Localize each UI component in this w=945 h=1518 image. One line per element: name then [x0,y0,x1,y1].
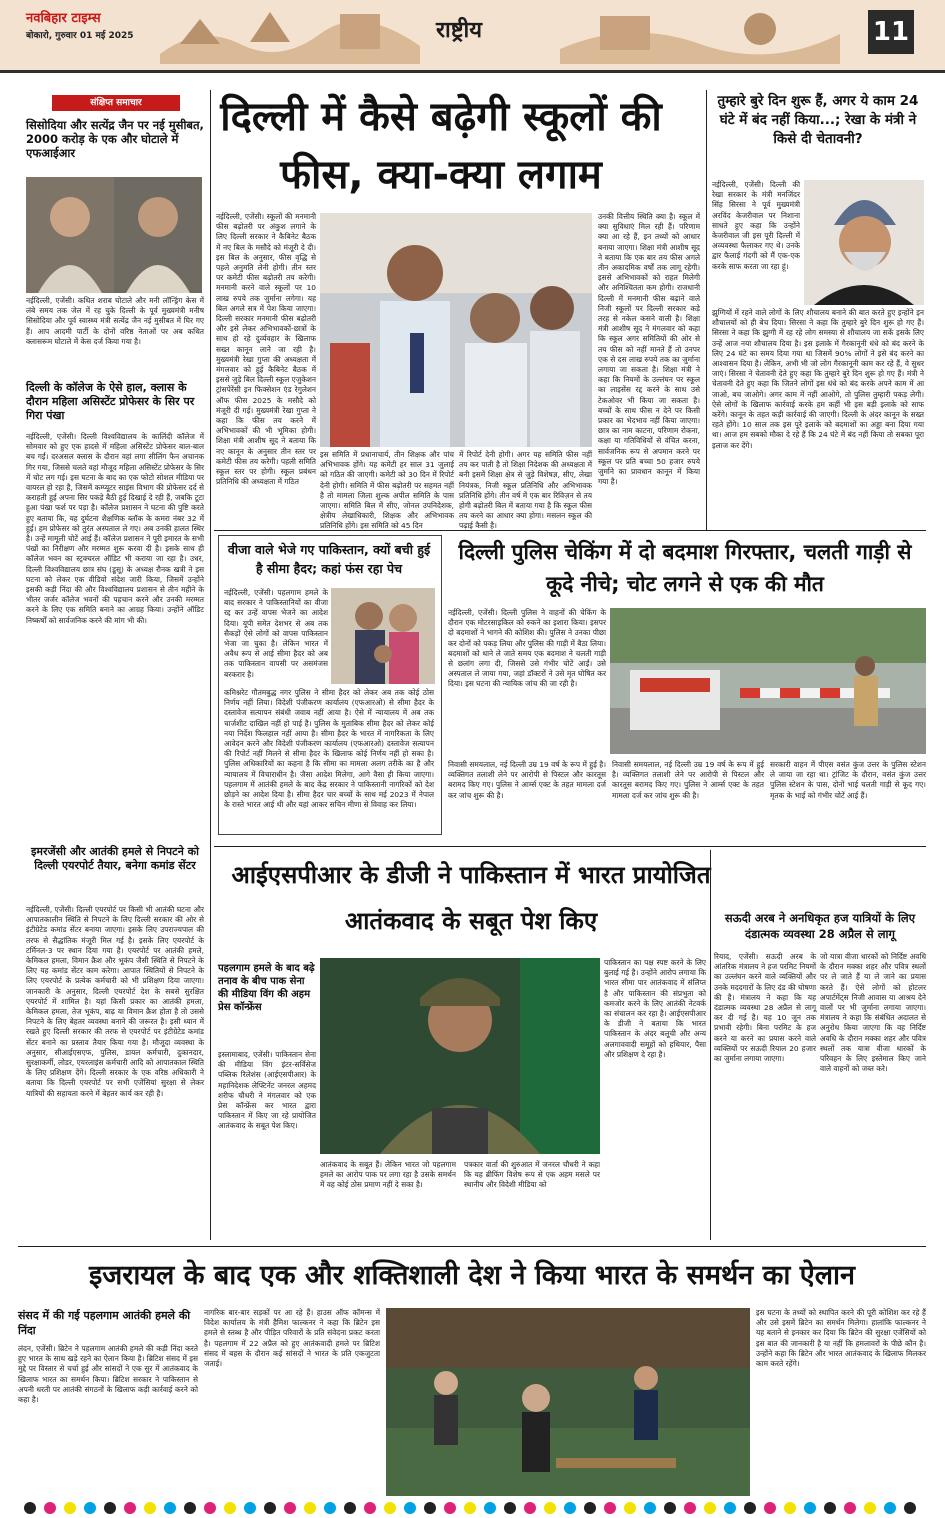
saudi-headline: सऊदी अरब ने अनधिकृत हज यात्रियों के लिए दंडात्मक व्यवस्था 28 अप्रैल से लागू [724,911,916,941]
lead-col4: उनकी वित्तीय स्थिति क्या है। स्कूल में क्या सुविधाएं मिल रही हैं। परिणाम क्या आ रहे हैं, इन तथ्यों को आधार बनाया जाएगा। शिक्षा मंत्री आशीष सूद ने बताया कि एक बार तय फीस अगले तीन अकादमिक वर्षों तक लागू रहेगी। इससे अभिभावकों को राहत मिलेगी और अनिश्चितता कम होगी। राजधानी दिल्ली में मनमानी फीस बढ़ाने वाले निजी स्कूलों पर दिल्ली सरकार कड़े तरह से नकेल कसने वाली है। शिक्षा मंत्री आशीष सूद ने मंगलवार को कहा कि स्कूल अगर समितियों की ओर से तय फीस को नहीं मानते हैं तो उनपर एक से दस लाख रुपये तक का जुर्माना लगाया जा सकता है। शिक्षा मंत्री ने कहा कि नियमों के उल्लंघन पर स्कूल का लाइसेंस रद्द करने के साथ उसे टेकओवर भी किया जा सकता है। बच्चों के साथ फीस न देने पर किसी प्रकार का भेदभाव नहीं किया जाएगा। छात्र का नाम काटना, परिणाम रोकना, कक्षा या गतिविधियों से वंचित करना, सार्वजनिक रूप से अपमान करने पर स्कूल पर प्रति बच्चा 50 हजार रुपये जुर्माने का प्रावधान कानून में किया गया है। [598,212,700,487]
police-col3: सरकारी वाहन में पीएस वसंत कुंज उत्तर के पुलिस स्टेशन ले जाया जा रहा था। ट्रांजिट के दौरान, वसंत कुंज उत्तर पुलिस स्टेशन के पास, दोनों भाई चलती गाड़ी से कूद गए। मृतक के भाई को गंभीर चोटें आई हैं। [770,760,926,800]
seema-photo [331,588,435,684]
police-headline: दिल्ली पुलिस चेकिंग में दो बदमाश गिरफ्तार, चलती गाड़ी से कूदे नीचे; चोट लगने से एक की मौत [458,540,912,596]
saudi-col2: जो यात्रा वीजा धारकों को निर्दिष्ट अवधि के दौरान मक्का शहर और पवित्र स्थलों पर ले जाते हैं या ले जाने का प्रयास करते हैं। ऐसे लोगों को होटलर अपार्टमेंट्स निजी आवास या आश्रय देने वालों पर भी जुर्माना लगाया जाएगा। मंत्रालय ने कहा कि संबंधित अदालत से अनुरोध किया जाएगा कि वह निर्दिष्ट अवधि के दौरान मक्का शहर और पवित्र स्थलों तक यात्रा वीजा धारकों के परिवहन के लिए इस्तेमाल किए जाने वाले वाहनों को जब्त करे। [820,952,926,1074]
column-rule [710,850,711,1240]
police-col2: निवासी समयलाल, नई दिल्ली उम्र 19 वर्ष के रूप में हुई है। व्यक्तिगत तलाशी लेने पर आरोपी से पिस्टल और कारतूस बरामद किए गए। पुलिस ने आर्म्स एक्ट के तहत मामला दर्ज कर जांच शुरू की है। [448,760,606,800]
seema-body: कमिश्नरेट गौतमबुद्ध नगर पुलिस ने सीमा हैदर को लेकर अब तक कोई ठोस निर्णय नहीं लिया। विदेशी पंजीकरण कार्यालय (एफआरओ) से सीमा हैदर के दस्तावेज सत्यापन संबंधी जवाब नहीं आया है। ऐसे में न्यायालय में अब तक चार्जशीट दाखिल नहीं हो पाई है। पुलिस के मुताबिक सीमा हैदर को लेकर कोई नया निर्देश फिलहाल नहीं आया है। सीमा हैदर के भारत में नागरिकता के लिए आवेदन करने और विदेशी पंजीकरण कार्यालय (एफआरओ) दस्तावेज सत्यापन की रिपोर्ट नहीं मिलने से सीमा हैदर के खिलाफ कोई निर्णय नहीं हो सका है। पुलिस अधिकारियों का कहना है कि सीमा का मामला अलग तरीके का है और न्यायालय में विचाराधीन है। जैसा आदेश मिलेगा, आगे वैसा ही किया जाएगा। पहलगाम में आतंकी हमले के बाद केंद्र सरकार ने पाकिस्तानी नागरिकों को देश छोड़ने का आदेश दिया है। सीमा हैदर चार बच्चों के साथ मई 2023 में नेपाल के रास्ते भारत आई थी और यहां आकर सचिन मीणा से विवाह कर लिया। [224,688,434,810]
ispr-col3: पत्रकार वार्ता की शुरुआत में जनरल चौधरी ने कहा कि यह ब्रीफिंग विशेष रूप से एक अहम मसले पर स्थानीय और विदेशी मीडिया को [464,1160,600,1190]
saudi-col1: रियाद, एजेंसी। सऊदी अरब के आंतरिक मंत्रालय ने हज परमिट नियमों का उल्लंघन करने वाले व्यक्तियों और उनके मददगारों के लिए दंड की घोषणा की है। मंत्रालय ने कहा कि यह दंडात्मक व्यवस्था 28 अप्रैल से लागू कर दी गई है। यह 10 जून तक प्रभावी रहेगी। बिना परमिट के हज करने या करने का प्रयास करने वाले व्यक्तियों पर सऊदी रियाल 20 हजार का जुर्माना लगाया जाएगा। [714,952,816,1064]
masthead [0,0,945,73]
brief-section-tag: संक्षिप्त समाचार [52,95,180,111]
uk-col3: इस घटना के तथ्यों को स्थापित करने की पूरी कोशिश कर रहे हैं और उसे इसमें ब्रिटेन का समर्थन मिलेगा। हालांकि फाल्कनर ने यह बताने से इनकार कर दिया कि ब्रिटेन की सुरक्षा एजेंसियों को इस बात की जानकारी है या नहीं कि हमलावरों के पीछे कौन है। उन्होंने कहा कि ब्रिटेन और भारत आतंकवाद के खिलाफ मिलकर काम करते रहेंगे। [756,1308,926,1369]
column-rule [706,90,707,530]
column-rule [210,90,211,1240]
print-registration-bar [0,1498,945,1518]
paper-name: नवबिहार टाइम्स [26,11,101,26]
brief3-headline: इमरजेंसी और आतंकी हमले से निपटने को दिल्ली एयरपोर्ट तैयार, बनेगा कमांड सेंटर [31,845,199,872]
lead-col2: इस समिति में प्रधानाचार्य, तीन शिक्षक और पांच अभिभावक होंगे। यह कमेटी हर साल 31 जुलाई को गठित की जाएगी। कमेटी को 30 दिन में रिपोर्ट देनी होगी। समिति में फीस बढ़ोतरी पर सहमत नहीं है तो मामला जिला शुल्क अपील समिति के पास जाएगा। समिति बिल में सीए, जोनल उपनिदेशक, क्षेत्रीय लेखाधिकारी, शिक्षक और अभिभावक प्रतिनिधि होंगे। इस समिति को 45 दिन [320,450,454,531]
uk-headline: इजरायल के बाद एक और शक्तिशाली देश ने किया भारत के समर्थन का ऐलान [89,1260,855,1291]
issue-date: बोकारो, गुरुवार 01 मई 2025 [26,31,134,41]
sirsa-photo [804,180,924,305]
lead-photo-students [320,213,592,447]
ispr-col2: आतंकवाद के सबूत हैं। लेकिन भारत जो पहलगाम हमले का आरोप पाक पर लगा रहा है उसके समर्थन में वह कोई ठोस प्रमाण नहीं दे सका है। [320,1160,456,1190]
masthead-collage-left [160,4,420,64]
ispr-col4: पाकिस्तान का पक्ष स्पष्ट करने के लिए बुलाई गई है। उन्होंने आरोप लगाया कि भारत सीमा पार आतंकवाद में संलिप्त है और पाकिस्तान की संप्रभुता को कमजोर करने के लिए आतंकी नेटवर्क का संचालन कर रहा है। आईएसपीआर के डीजी ने बताया कि भारत पाकिस्तान के अंदर बलूची और अन्य अलगाववादी समूहों को हथियार, पैसा और प्रशिक्षण दे रहा है। [604,958,706,1059]
horizontal-rule [214,530,926,531]
lead-col1: नईदिल्ली, एजेंसी। स्कूलों की मनमानी फीस बढ़ोतरी पर अंकुश लगाने के लिए दिल्ली सरकार ने कैबिनेट बैठक में नए बिल के मसौदे को मंजूरी दे दी। इस बिल के अनुसार, फीस वृद्धि से पहले अनुमति लेनी होगी। तीन स्तर पर कमेटी फीस बढ़ोतरी तय करेगी। मनमानी करने वाले स्कूलों पर 10 लाख रुपये तक जुर्माना लगेगा। यह बिल अगले सत्र में पेश किया जाएगा। दिल्ली सरकार मनमानी फीस बढ़ोतरी और इसे लेकर अभिभावकों-छात्रों के साथ हो रहे दुर्व्यवहार के खिलाफ सख्त कानून लाने जा रही है। मुख्यमंत्री रेखा गुप्ता की अध्यक्षता में मंगलवार को हुई कैबिनेट बैठक में इससे जुड़े बिल दिल्ली स्कूल एजुकेशन ट्रांसपेरेंसी इन फिक्सेशन एंड रेगुलेशन ऑफ फीस 2025 के मसौदे को मंजूरी दी गई। मुख्यमंत्री रेखा गुप्ता ने कहा कि फीस तय करने में अभिभावकों की भी भूमिका होगी। शिक्षा मंत्री आशीष सूद ने बताया कि नए कानून के अनुसार तीन स्तर पर कमेटी फीस तय करेगी। पहली समिति स्कूल स्तर पर होगी। स्कूल प्रबंधन प्रतिनिधि की अध्यक्षता में गठित [216,212,316,487]
masthead-collage-right [560,4,840,64]
brief1-body: नईदिल्ली, एजेंसी। कथित शराब घोटाले और मनी लॉन्ड्रिंग केस में लंबे समय तक जेल में रह चुके दिल्ली के पूर्व मुख्यमंत्री मनीष सिसोदिया और पूर्व स्वास्थ्य मंत्री सत्येंद्र जैन नई मुसीबत में घिर गए हैं। आप आदमी पार्टी के दोनों वरिष्ठ नेताओं पर अब कथित क्लासरूम घोटाले में केस दर्ज किया गया है। [26,296,204,346]
page-number: 11 [868,10,914,54]
police-photo-checkpoint [610,608,926,754]
sirsa-body: झुग्गियों में रहने वाले लोगों के लिए शौचालय बनाने की बात करते हुए इन्होंने इन शौचालयों को ही बेच दिया। सिरसा ने कहा कि तुम्हारे बुरे दिन शुरू हो गए हैं। सिरसा ने कहा कि झुग्गी में रह रहे लोग समस्या से शौचालय जा सकें इसके लिए उन्हें आज नया शौचालय दिया है। इस इलाके में गैरकानूनी धंधे को बंद करने के लिए 24 घंटे का समय दिया गया था जिसमें 90% लोगों ने इसे बंद करने का आश्वासन दिया है। लेकिन, अभी भी जो लोग गैरकानूनी काम कर रहे हैं, वे सुधर जाएं। सिरसा ने चेतावनी देते हुए कहा कि तुम्हारे बुरे दिन शुरू हो गए हैं। मंत्री ने चेतावनी देते हुए कहा कि जितने लोगों इस धंधे को बंद करके अपने काम में आ जाओ, बच जाओगे। अगर काम में नहीं आओगे, तो पुलिस तुम्हारी पकड़ लेगी। ऐसे लोगों के खिलाफ कार्रवाई करके हम कहीं भी इस बड़ी इलाके को साफ करेंगे। कानून के तहत कड़ी कार्रवाई की जाएगी। दिल्ली के अंदर कानून के सख्त रहते होंगे। 10 साल तक इस पूरे इलाके को बदमाशों का अड्डा बना दिया गया था। आज हम सबको मौका दे रहे हैं कि 24 घंटे में बंद नहीं किया तो सबका पूरा इलाज कर देंगे। [712,308,924,450]
brief1-headline: सिसोदिया और सत्येंद्र जैन पर नई मुसीबत, 2000 करोड़ के एक और घोटाले में एफआईआर [26,118,204,160]
uk-kicker: संसद में की गई पहलगाम आतंकी हमले की निंदा [18,1309,191,1337]
police-col2b: निवासी समयलाल, नई दिल्ली उम्र 19 वर्ष के रूप में हुई है। व्यक्तिगत तलाशी लेने पर आरोपी से पिस्टल और कारतूस बरामद किए गए। पुलिस ने आर्म्स एक्ट के तहत मामला दर्ज कर जांच शुरू की है। [612,760,764,800]
lead-headline: दिल्ली में कैसे बढ़ेगी स्कूलों की फीस, क्या-क्या लगाम [220,94,662,198]
ispr-headline: आईएसपीआर के डीजी ने पाकिस्तान में भारत प्रायोजित आतंकवाद के सबूत पेश किए [231,861,711,935]
police-col1: नईदिल्ली, एजेंसी। दिल्ली पुलिस ने वाहनों की चेकिंग के दौरान एक मोटरसाइकिल को रुकने का इशारा किया। इसपर दो बदमाशों ने भागने की कोशिश की। पुलिस ने उनका पीछा कर दोनों को पकड़ लिया और पुलिस की गाड़ी में बैठा लिया। बदमाशों को थाने ले जाते समय एक बदमाश ने चलती गाड़ी से छलांग लगा दी, जिससे उसे गंभीर चोटें आईं। उसे अस्पताल ले जाया गया, जहां डॉक्टरों ने उसे मृत घोषित कर दिया। इस घटना की न्यायिक जांच की जा रही है। [448,608,606,689]
uk-col1: लंदन, एजेंसी। ब्रिटेन ने पहलगाम आतंकी हमले की कड़ी निंदा करते हुए भारत के साथ खड़े रहने का ऐलान किया है। ब्रिटिश संसद में इस मुद्दे पर विस्तार से चर्चा हुई और सांसदों ने एक सुर में आतंकवाद के खिलाफ भारत का समर्थन किया। ब्रिटिश सरकार ने पाकिस्तान से अपनी धरती पर आतंकी संगठनों के खिलाफ कड़ी कार्रवाई करने को कहा है। [18,1344,198,1405]
lead-col3: में रिपोर्ट देनी होगी। अगर यह समिति फीस नहीं तय कर पाती है तो शिक्षा निदेशक की अध्यक्षता में बनी इसमें शिक्षा क्षेत्र से जुड़े विशेषज्ञ, सीए, लेखा नियंत्रक, निजी स्कूल प्रतिनिधि और अभिभावक प्रतिनिधि होंगे। तीन वर्ष में एक बार रिविज़न से तय होगी बढ़ोतरी बिल में बताया गया है कि स्कूल फीस तय करने का आधार क्या होगा। मसलन स्कूल की पढ़ाई कैसी है। [459,450,592,531]
brief2-body: नईदिल्ली, एजेंसी। दिल्ली विश्वविद्यालय के कालिंदी कॉलेज में सोमवार को हुए एक हादसे में महिला असिस्टेंट प्रोफेसर बाल-बाल बच गईं। दरअसल क्लास के दौरान वहां लगा सीलिंग फैन अचानक गिर गया, जिससे चलते वहां मौजूद महिला असिस्टेंट प्रोफेसर के सिर में चोट लग गई। इस घटना के बाद का एक फोटो सोशल मीडिया पर वायरल हो रहा है, जिसमें कम्प्यूटर साइंस विभाग की प्रोफेसर दर्द से कराहती हुई अपना सिर पकड़े बैठी हुई दिखाई दे रही हैं, जबकि टूटा हुआ पंखा फर्श पर पड़ा है। कॉलेज प्रशासन ने घटना की पुष्टि करते हुए बताया कि, यह दुर्घटना शैक्षणिक ब्लॉक के कमरा नंबर 32 में हुई। हम प्रोफेसर को तुरंत अस्पताल ले गए। अब उनकी हालत स्थिर है। उन्हें मामूली चोटें आई हैं। कॉलेज प्रशासन ने पूरी इमारत के सभी पंखों का निरीक्षण और मरम्मत शुरू करवा दी है। इसके साथ ही कॉलेज भवन का स्ट्रक्चरल ऑडिट भी कराया जा रहा है। उधर, दिल्ली विश्वविद्यालय छात्र संघ (डूसू) के अध्यक्ष रौनक खत्री ने इस घटना को लेकर एक वीडियो संदेश जारी किया, जिसमें उन्होंने इसकी कड़ी निंदा की और विश्वविद्यालय प्रशासन से तीन महीने के भीतर जर्जर कॉलेज भवनों की पहचान करने और उनकी मरम्मत करने के लिए एक समिति बनाने का आग्रह किया। उन्होंने ऑडिट निष्कर्षों को सार्वजनिक करने की मांग भी की। [26,432,204,625]
ispr-photo-general [320,958,600,1154]
uk-col2: नागरिक बार-बार सड़कों पर आ रहे हैं। हाउस ऑफ कॉमन्स में विदेश कार्यालय के मंत्री हैमिश फाल्कनर ने कहा कि ब्रिटेन इस हमले से स्तब्ध है और पीड़ित परिवारों के प्रति संवेदना प्रकट करता है। पहलगाम में 22 अप्रैल को हुए आतंकवादी हमले पर ब्रिटिश संसद में बहस के दौरान कई सांसदों ने भारत के प्रति एकजुटता जताई। [204,1308,380,1369]
ispr-col1: इस्लामाबाद, एजेंसी। पाकिस्तान सेना की मीडिया विंग इंटर-सर्विसेज पब्लिक रिलेशंस (आईएसपीआर) के महानिदेशक लेफ्टिनेंट जनरल अहमद शरीफ चौधरी ने मंगलवार को एक प्रेस कॉन्फ्रेंस कर भारत द्वारा पाकिस्तान में किए जा रहे प्रायोजित आतंकवाद के सबूत पेश किए। [218,1050,316,1131]
brief2-headline: दिल्ली के कॉलेज के ऐसे हाल, क्लास के दौरान महिला असिस्टेंट प्रोफेसर के सिर पर गिरा पंखा [26,381,195,422]
sirsa-col: नईदिल्ली, एजेंसी। दिल्ली की रेखा सरकार के मंत्री मनजिंदर सिंह सिरसा ने पूर्व मुख्यमंत्री अरविंद केजरीवाल पर निशाना साधते हुए कहा कि उन्होंने केजरीवाल जी इस पूरी दिल्ली में अव्यवस्था फैलाकर गए थे। उनके द्वार फैलाई गंदगी को मैं एक-एक करके साफ करता जा रहा हूं। [712,180,800,271]
brief3-body: नईदिल्ली, एजेंसी। दिल्ली एयरपोर्ट पर किसी भी आतंकी घटना और आपातकालीन स्थिति से निपटने के लिए दिल्ली सरकार की ओर से इंटीग्रेटेड कमांड सेंटर बनाया जाएगा। इसके लिए उपराज्यपाल की तरफ से सैद्धांतिक मंजूरी मिल गई है। इसके लिए एयरपोर्ट के टर्मिनल-3 पर स्थान दिया गया है। एयरपोर्ट पर आतंकी हमले, केमिकल हमला, विमान क्रैश और भूकंप जैसी स्थिति से निपटने के लिए यह कमांड सेंटर काम करेगा। आपात स्थितियों से निपटने के लिए एयरपोर्ट के प्रत्येक कर्मचारी को भी प्रशिक्षण दिया जाएगा। जानकारी के अनुसार, दिल्ली एयरपोर्ट देश के सबसे सुरक्षित एयरपोर्ट में शामिल है। यहां किसी प्रकार का आतंकी हमला, केमिकल हमला, तेज भूकंप, बाढ़ या विमान क्रैश होता है तो उससे निपटने के लिए बेहतर व्यवस्था बनाने की जरूरत है। इसी ध्यान में रखते हुए दिल्ली सरकार की तरफ से एयरपोर्ट पर इंटीग्रेटेड कमांड सेंटर बनाने का प्रस्ताव तैयार किया गया है। मौजूदा व्यवस्था के अनुसार, सीआईएसएफ, पुलिस, डायल कर्मचारी, दुकानदार, सुरक्षाकर्मी, लोडर, एयरलाइंस कर्मचारी आदि को आपातकाल स्थिति के लिए प्रशिक्षण देंगे। दिल्ली सरकार के एक वरिष्ठ अधिकारी ने बताया कि दिल्ली एयरपोर्ट पर सभी एजेंसियां सुरक्षा से लेकर यात्रियों की सहायता करने में बेहतर कार्य कर रही है। [26,905,204,1098]
horizontal-rule [214,846,926,847]
seema-headline: वीजा वाले भेजे गए पाकिस्तान, क्यों बची हुई है सीमा हैदर; कहां फंस रहा पेच [227,542,431,576]
horizontal-rule [18,1246,926,1247]
sirsa-headline: तुम्हारे बुरे दिन शुरू हैं, अगर ये काम 24 घंटे में बंद नहीं किया...; रेखा के मंत्री ने किसे दी चेतावनी? [717,93,919,147]
section-title: राष्ट्रीय [436,18,483,43]
uk-photo-parliament [386,1308,750,1496]
brief1-photo [26,177,202,293]
ispr-kicker: पहलगाम हमले के बाद बढ़े तनाव के बीच पाक सेना की मीडिया विंग की अहम प्रेस कॉन्फ्रेंस [218,963,315,1013]
seema-col: नईदिल्ली, एजेंसी। पहलगाम हमले के बाद सरकार ने पाकिस्तानियों का वीजा रद्द कर उन्हें वापस भेजने का आदेश दिया। यूपी समेत देशभर से अब तक सैकड़ों ऐसे लोगों को वापस पाकिस्तान भेजा जा चुका है। लेकिन भारत में अवैध रूप से आई सीमा हैदर को अब तक पाकिस्तान वापसी पर असमंजस बरकरार है। [224,588,328,679]
